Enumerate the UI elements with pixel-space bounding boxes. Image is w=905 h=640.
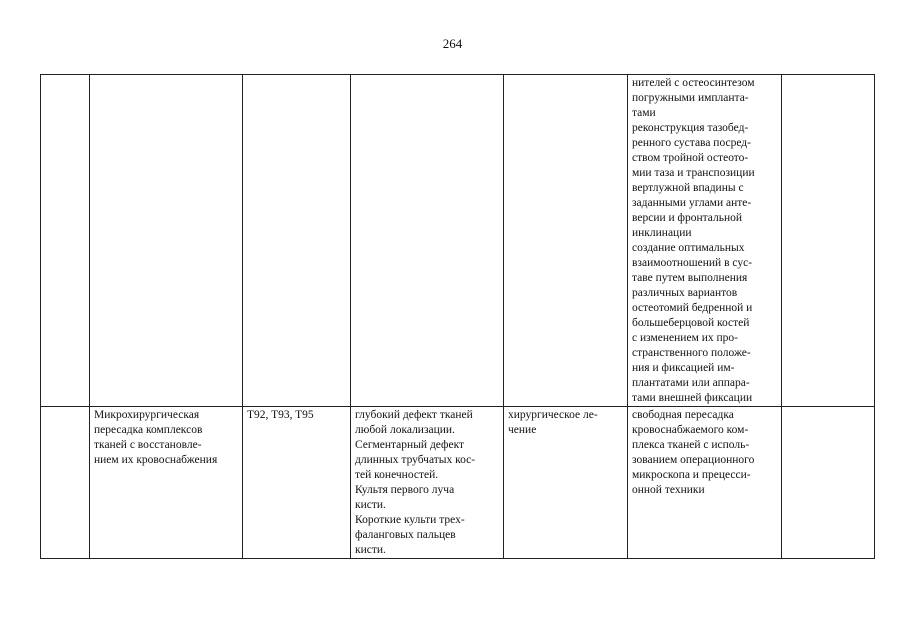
row-number-cell <box>41 75 90 407</box>
treatment-type-cell: хирургическое ле- чение <box>504 407 628 559</box>
table-row <box>41 407 875 559</box>
treatment-type-cell <box>504 75 628 407</box>
row-number-cell <box>41 407 90 559</box>
table-row <box>41 75 875 407</box>
method-cell: нителей с остеосинтезом погружными импланта- тами реконструкция тазобед- ренного сустава посред- ством тройной остеото- мии таза и транспозиции вертлужной впадины с заданными углами анте- версии и фронтальной инклинации создание оптимальных взаимоотношений в сус- таве путем выполнения различных вариантов остеотомий бедренной и большеберцовой костей с изменением их про- странственного положе- ния и фиксацией им- плантатами или аппара- тами внешней фиксации <box>628 75 782 407</box>
patient-model-cell: глубокий дефект тканей любой локализации. Сегментарный дефект длинных трубчатых кос- тей конечностей. Культя первого луча кисти. Короткие культи трех- фаланговых пальцев кисти. <box>351 407 504 559</box>
method-cell: свободная пересадка кровоснабжаемого ком- плекса тканей с исполь- зованием операционного микроскопа и прецесси- онной техники <box>628 407 782 559</box>
icd-code-cell: T92, T93, T95 <box>243 407 351 559</box>
icd-code-cell <box>243 75 351 407</box>
profile-cell: Микрохирургическая пересадка комплексов тканей с восстановле- нием их кровоснабжения <box>90 407 243 559</box>
page-number: 264 <box>442 36 463 51</box>
cost-cell <box>782 75 875 407</box>
profile-cell <box>90 75 243 407</box>
cost-cell <box>782 407 875 559</box>
patient-model-cell <box>351 75 504 407</box>
medical-procedures-table <box>40 74 875 559</box>
